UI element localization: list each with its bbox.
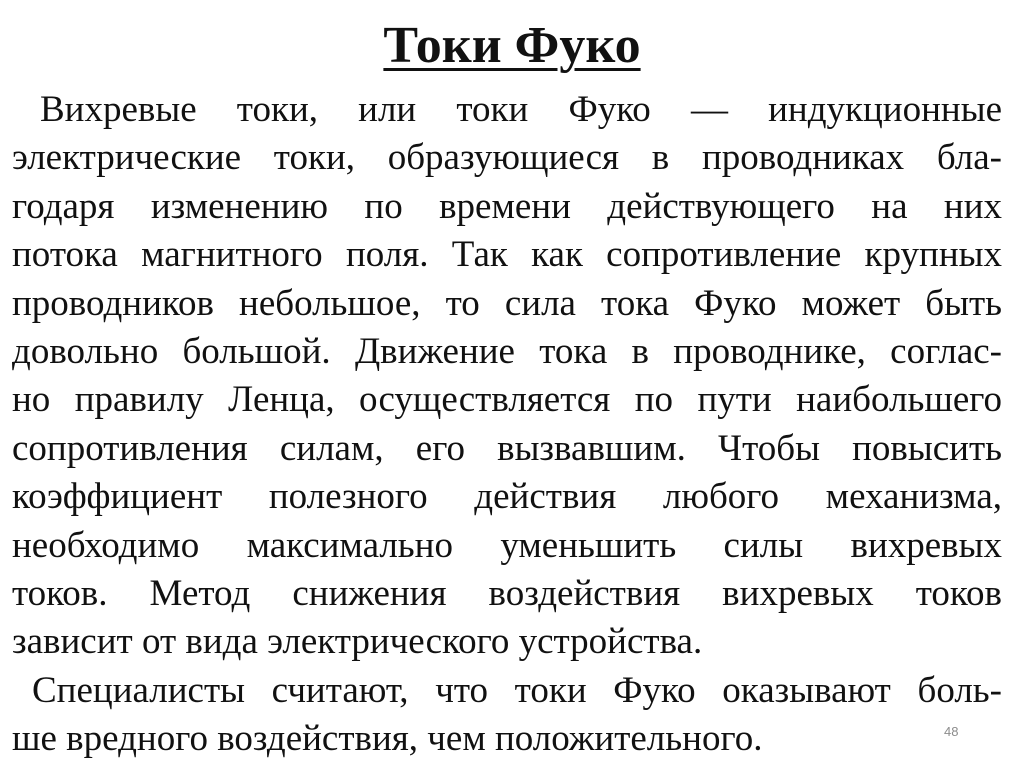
paragraph-line: зависит от вида электрического устройства. xyxy=(12,621,703,663)
paragraph-line: но правилу Ленца, осуществляется по пути наибольшего xyxy=(12,379,1002,421)
slide-title xyxy=(0,14,1024,78)
paragraph-line: довольно большой. Движение тока в проводнике, соглас- xyxy=(12,330,1002,372)
paragraph-2 xyxy=(12,667,1002,764)
paragraph-line: сопротивления силам, его вызвавшим. Чтобы повысить xyxy=(12,427,1002,469)
paragraph-line: электрические токи, образующиеся в проводниках бла- xyxy=(12,137,1002,179)
paragraph-line: токов. Метод снижения воздействия вихревых токов xyxy=(12,572,1002,614)
paragraph-line: Вихревые токи, или токи Фуко — индукционные xyxy=(40,89,1002,130)
paragraph-line: годаря изменению по времени действующего на них xyxy=(12,185,1002,227)
paragraph-line: ше вредного воздействия, чем положительного. xyxy=(12,718,763,760)
paragraph-line: Специалисты считают, что токи Фуко оказывают боль- xyxy=(32,669,1002,711)
paragraph-line: потока магнитного поля. Так как сопротивление крупных xyxy=(12,234,1002,276)
slide-title-text: Токи Фуко xyxy=(383,17,641,74)
page-number: 48 xyxy=(944,724,959,739)
paragraph-line: проводников небольшое, то сила тока Фуко может быть xyxy=(12,282,1002,324)
paragraph-1 xyxy=(12,86,1002,667)
paragraph-line: необходимо максимально уменьшить силы вихревых xyxy=(12,524,1002,566)
body-text xyxy=(12,86,1002,763)
paragraph-line: коэффициент полезного действия любого механизма, xyxy=(12,476,1002,518)
